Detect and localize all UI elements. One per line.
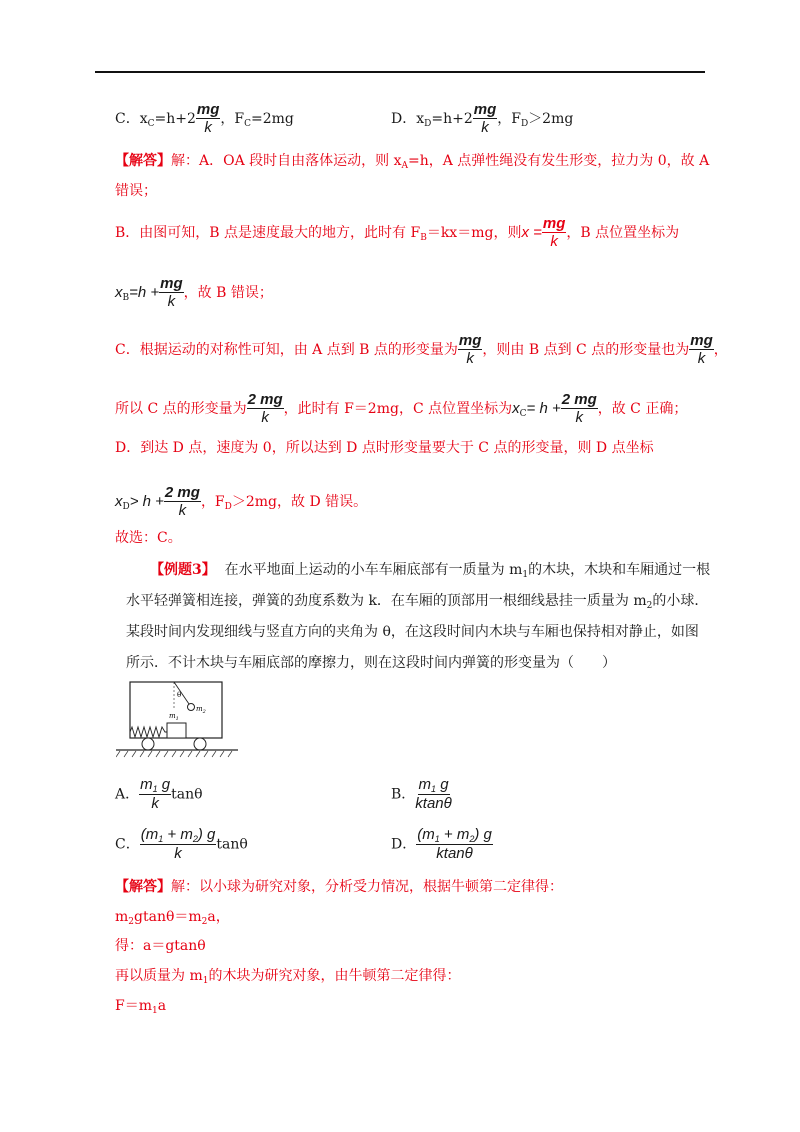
- fraction: $\frac{m_1 g}{k}$: [140, 776, 171, 813]
- wheel-left: [142, 738, 154, 750]
- solution-line: 【解答】解：以小球为研究对象，分析受力情况，根据牛顿第二定律得：: [115, 879, 563, 895]
- solution-line: 错误；: [115, 183, 157, 199]
- solution-line: D．到达 D 点，速度为 0，所以达到 D 点时形变量要大于 C 点的形变量，则 D 点坐标: [115, 440, 654, 456]
- cart-diagram: [116, 680, 238, 760]
- option-c[interactable]: C．$x_C=h+2$ $\frac{mg}{k}$ ，$F_C=2mg$: [115, 101, 294, 136]
- solution-line: B．由图可知，B 点是速度最大的地方，此时有 $F_B=kx=mg$，则x = $\frac{mg}{k}$ ，B 点位置坐标为: [115, 215, 680, 250]
- m1-label: $m_1$: [169, 712, 179, 722]
- fraction: $\frac{mg}{k}$: [473, 101, 497, 136]
- ground-hatching: [116, 751, 232, 757]
- fraction: $\frac{mg}{k}$: [196, 101, 220, 136]
- fraction: $\frac{mg}{k}$: [160, 275, 183, 310]
- solution-line: 得：a＝gtanθ: [115, 938, 206, 954]
- solution-line: C．根据运动的对称性可知，由 A 点到 B 点的形变量为 $\frac{mg}{k}$ ，则由 B 点到 C 点的形变量也为 $\frac{mg}{k}$ ，: [115, 332, 728, 367]
- solution-line: 所以 C 点的形变量为 $\frac{2 mg}{k}$ ，此时有 F＝2mg，C 点位置坐标为$x_C= h$ + $\frac{2 mg}{k}$ ，故 C 正确；: [115, 391, 688, 426]
- spring: [130, 727, 167, 737]
- option-d[interactable]: D．$x_D=h+2$ $\frac{mg}{k}$ ，$F_D>2mg$: [391, 101, 574, 136]
- solution-line: $x_B=h$ + $\frac{mg}{k}$ ，故 B 错误；: [115, 275, 273, 310]
- example-line: 某段时间内发现细线与竖直方向的夹角为 θ，在这段时间内木块与车厢也保持相对静止，如图: [126, 624, 699, 640]
- fraction: $\frac{(m_1 + m_2) g}{ktan\theta}$: [417, 826, 492, 863]
- fraction: $\frac{mg}{k}$: [542, 215, 566, 250]
- fraction: $\frac{2 mg}{k}$: [164, 484, 200, 519]
- block: [167, 723, 186, 738]
- fraction: $\frac{mg}{k}$: [458, 332, 482, 367]
- solution-line: $x_D> h$ + $\frac{2 mg}{k}$ ，$F_D>2mg$，故 D 错误。: [115, 484, 368, 519]
- choice-c[interactable]: C． $\frac{(m_1 + m_2) g}{k}$ tanθ: [115, 826, 248, 863]
- solution-line: 【解答】解：A．OA 段时自由落体运动，则 $x_A=h$，A 点弹性绳没有发生形变，拉力为 0，故 A: [115, 153, 710, 171]
- example-line: 水平轻弹簧相连接，弹簧的劲度系数为 k．在车厢的顶部用一根细线悬挂一质量为 $m_2$的小球．: [126, 593, 709, 611]
- theta-label: θ: [177, 691, 182, 699]
- example-line: 所示．不计木块与车厢底部的摩擦力，则在这段时间内弹簧的形变量为（ ）: [126, 655, 616, 671]
- solution-line: $m_2gtan\theta=m_2a$，: [115, 909, 230, 927]
- solution-line: 故选：C。: [115, 530, 182, 546]
- solution-line: 再以质量为 $m_1$的木块为研究对象，由牛顿第二定律得：: [115, 968, 461, 986]
- solution-line: $F=m_1a$: [115, 998, 167, 1016]
- ball: [188, 704, 195, 711]
- wheel-right: [194, 738, 206, 750]
- fraction: $\frac{(m_1 + m_2) g}{k}$: [140, 826, 216, 863]
- choice-a[interactable]: A． $\frac{m_1 g}{k}$ tanθ: [115, 776, 203, 813]
- fraction: $\frac{m_1 g}{ktan\theta}$: [415, 776, 452, 813]
- choice-b[interactable]: B． $\frac{m_1 g}{ktan\theta}$: [391, 776, 452, 813]
- fraction: $\frac{2 mg}{k}$: [561, 391, 597, 426]
- example-line: 【例题3】 在水平地面上运动的小车车厢底部有一质量为 $m_1$的木块，木块和车厢通过一根: [150, 562, 711, 580]
- m2-label: $m_2$: [196, 705, 206, 715]
- header-rule: [95, 71, 705, 73]
- choice-d[interactable]: D． $\frac{(m_1 + m_2) g}{ktan\theta}$: [391, 826, 492, 863]
- fraction: $\frac{mg}{k}$: [690, 332, 713, 367]
- fraction: $\frac{2 mg}{k}$: [247, 391, 283, 426]
